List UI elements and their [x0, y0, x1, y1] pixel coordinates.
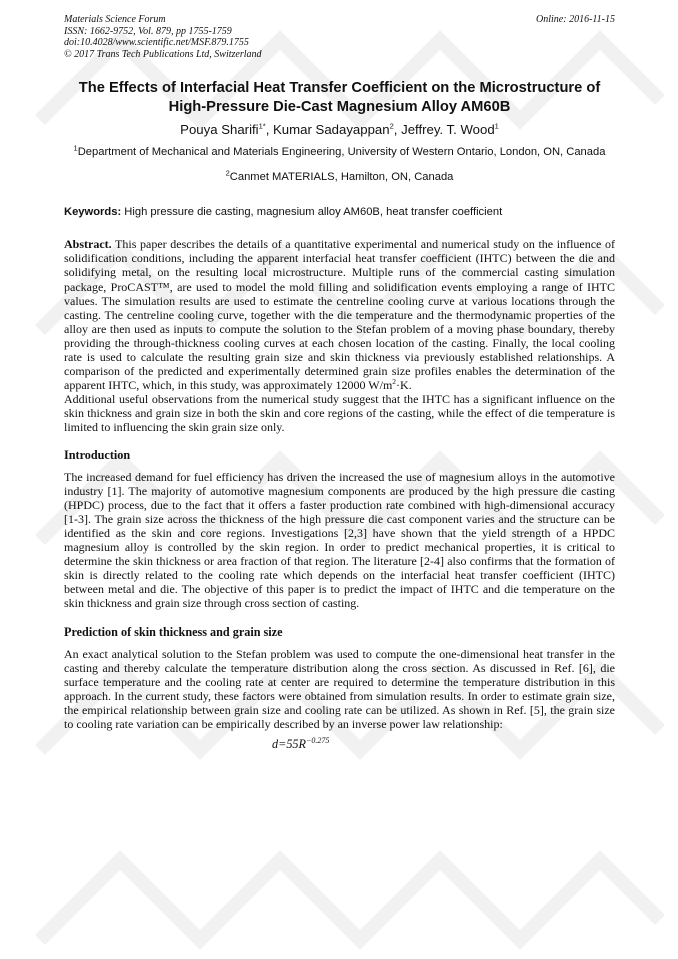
- author-affiliation-mark: 1: [494, 121, 499, 131]
- prediction-text: An exact analytical solution to the Stefan problem was used to compute the one-dimensional heat transfer in the casting and thereby calculate the temperature distribution along the cross section. As discussed in Ref. [6], die surface temperature and the cooling rate at center are required to determine the temperature distribution in this approach. In the current study, these factors were obtained from simulation results. In order to estimate grain size, the empirical relationship between grain size and cooling rate can be utilized. As shown in Ref. [5], the grain size to cooling rate variation can be empirically described by an inverse power law relationship:: [64, 646, 615, 731]
- affiliation-text: Canmet MATERIALS, Hamilton, ON, Canada: [229, 170, 454, 183]
- equation-exponent: −0.275: [305, 735, 330, 745]
- author-name: Pouya Sharifi: [180, 122, 259, 138]
- journal-header: [64, 14, 615, 60]
- author-separator: ,: [265, 122, 274, 138]
- abstract-label: Abstract.: [64, 237, 112, 252]
- affiliation-mark: 1: [73, 143, 78, 153]
- unit-superscript: 2: [392, 376, 397, 386]
- affiliation-1: [64, 145, 615, 160]
- author-name: Jeffrey. T. Wood: [401, 122, 495, 138]
- abstract-paragraph: [64, 237, 615, 392]
- equation-rhs: =55R: [278, 736, 306, 751]
- copyright-line: © 2017 Trans Tech Publications Ltd, Switzerland: [64, 48, 262, 60]
- paper-title: The Effects of Interfacial Heat Transfer Coefficient on the Microstructure of High-Pressure Die-Cast Magnesium Alloy AM60B: [78, 80, 601, 115]
- keywords-label: Keywords:: [64, 206, 122, 219]
- affiliation-mark: 2: [225, 168, 230, 178]
- keywords-text: High pressure die casting, magnesium alloy AM60B, heat transfer coefficient: [121, 206, 503, 219]
- abstract-unit-end: ·K.: [396, 377, 412, 392]
- affiliation-text: Department of Mechanical and Materials Engineering, University of Western Ontario, London, ON, Canada: [77, 146, 606, 159]
- introduction-text: The increased demand for fuel efficiency has driven the increased the use of magnesium alloys in the automotive industry [1]. The majority of automotive magnesium components are produced by the high pressure die casting (HPDC) process, due to the fact that it offers a faster production rate combined with high-dimensional accuracy [1-3]. The grain size across the thickness of the high pressure die cast component varies and the structure can be identified as the skin and core regions. Investigations [2,3] have shown that the yield strength of a HPDC magnesium alloy is controlled by the skin region. In order to predict mechanical properties, it is critical to determine the skin thickness or area fraction of that region. The literature [2-4] also confirms that the formation of skin is directly related to the cooling rate which depends on the interfacial heat transfer coefficient (IHTC) between metal and die. The objective of this paper is to predict the impact of IHTC and die temperature on the skin thickness and grain size through cross section of casting.: [64, 470, 615, 611]
- grain-size-equation: [272, 737, 615, 751]
- equation-lhs: d: [272, 736, 279, 751]
- abstract-paragraph-2: Additional useful observations from the numerical study suggest that the IHTC has a significant influence on the skin thickness and grain size in both the skin and core regions of the casting, while the effect of die temperature is limited to influencing the skin grain size only.: [64, 391, 615, 434]
- author-name: Kumar Sadayappan: [273, 122, 390, 138]
- author-affiliation-mark: 1*: [258, 121, 266, 131]
- journal-name: Materials Science Forum: [64, 14, 166, 25]
- online-date: Online: 2016-11-15: [536, 14, 615, 25]
- issn-line: ISSN: 1662-9752, Vol. 879, pp 1755-1759: [64, 25, 232, 37]
- section-heading-introduction: Introduction: [64, 448, 131, 463]
- affiliation-2: [64, 170, 615, 185]
- author-affiliation-mark: 2: [389, 121, 394, 131]
- paper-page: [64, 14, 615, 751]
- author-separator: ,: [393, 122, 402, 138]
- section-heading-prediction: Prediction of skin thickness and grain size: [64, 624, 283, 639]
- keywords: [64, 205, 615, 219]
- author-list: [64, 121, 615, 138]
- doi-line[interactable]: doi:10.4028/www.scientific.net/MSF.879.1755: [64, 37, 249, 49]
- abstract-text: This paper describes the details of a quantitative experimental and numerical study on the influence of solidification conditions, including the apparent interfacial heat transfer coefficient (IHTC) between the die and solidifying metal, on the resulting local microstructure. Multiple runs of the commercial casting simulation package, ProCAST™, are used to model the mold filling and solidification events employing a range of IHTC values. The simulation results are used to estimate the centreline cooling curve at various locations through the casting. The centreline cooling curve, together with the die temperature and the thermodynamic properties of the alloy are then used as inputs to compute the solution to the Stefan problem of a moving phase boundary, thereby providing the through-thickness cooling curves at each chosen location of the casting. Finally, the local cooling rate is used to calculate the resulting grain size and skin thickness via previously established relationships. A comparison of the predicted and experimentally determined grain size profiles enables the determination of the apparent IHTC, which, in this study, was approximately 12000 W/m: [64, 237, 615, 392]
